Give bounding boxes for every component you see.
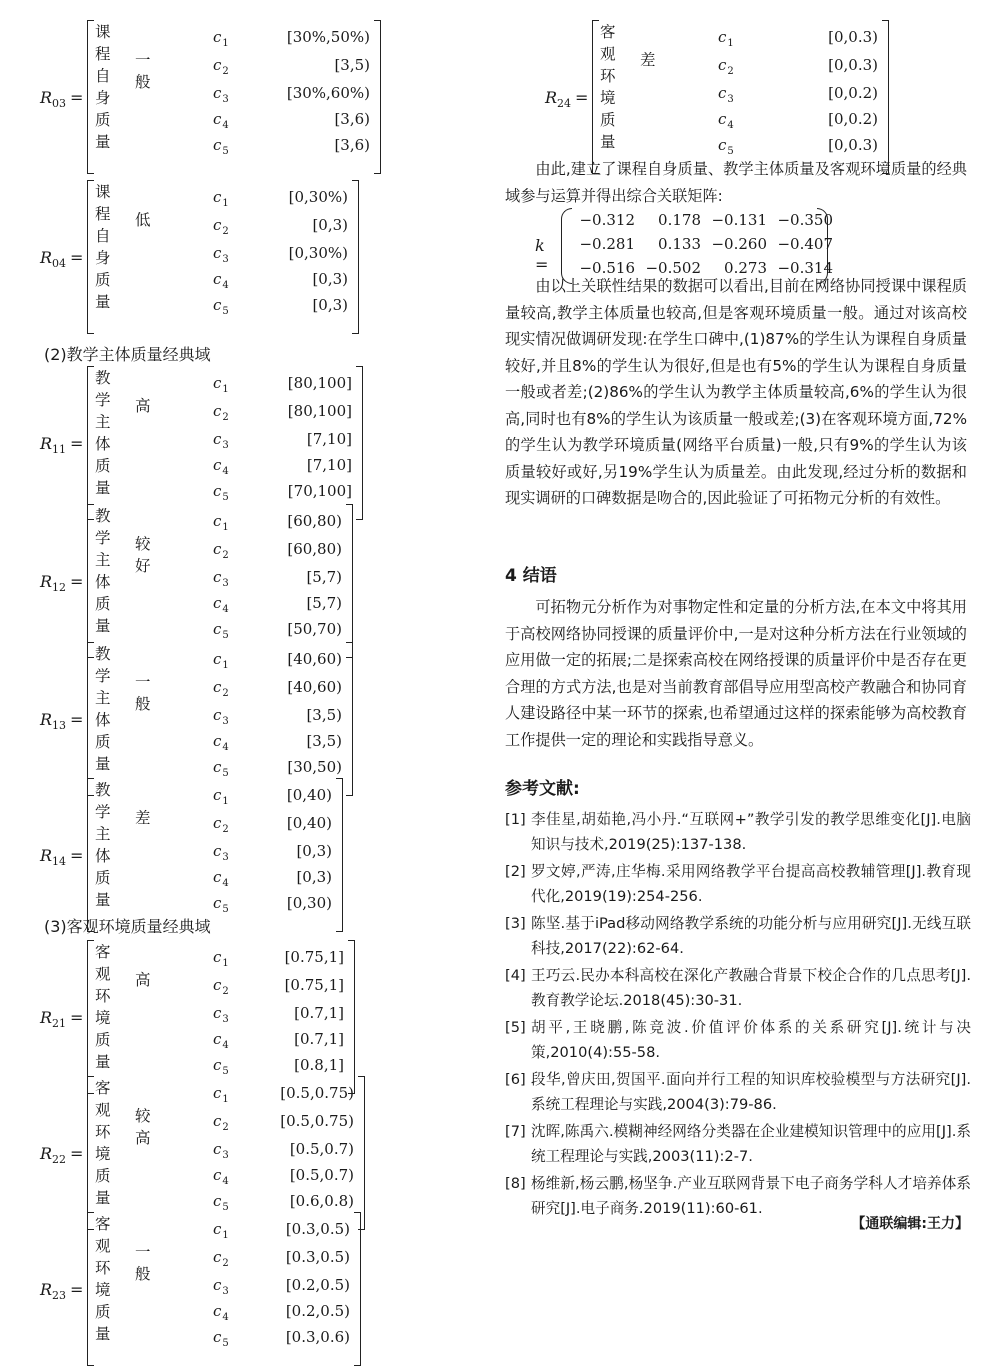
left-bracket [87, 180, 94, 334]
reference-text: 陈坚.基于iPad移动网络教学系统的功能分析与应用研究[J].无线互联科技,2017(22):62-64. [531, 915, 971, 957]
matter-name: 教学主体质量 [95, 369, 111, 497]
interval-value: [0,0.3) [828, 56, 878, 74]
interval-value: [40,60) [287, 650, 342, 668]
references-heading: 参考文献: [505, 779, 580, 799]
characteristic-symbol: $c_3$ [213, 1276, 229, 1297]
interval-value: [60,80) [287, 540, 342, 558]
characteristic-symbol: $c_5$ [213, 894, 229, 915]
characteristic-symbol: $c_1$ [213, 786, 229, 807]
interval-value: [0.3,0.6) [285, 1328, 350, 1346]
reference-text: 胡平,王晓鹏,陈竞波.价值评价体系的关系研究[J].统计与决策,2010(4):55-58. [531, 1019, 971, 1061]
characteristic-symbol: $c_2$ [213, 402, 229, 423]
right-bracket [346, 642, 353, 796]
characteristic-symbol: $c_5$ [213, 758, 229, 779]
reference-number: [1] [505, 811, 526, 828]
k-matrix-cell: 0.133 [658, 235, 701, 253]
quality-level: 差 [135, 809, 151, 827]
characteristic-symbol: $c_4$ [213, 732, 229, 753]
characteristic-symbol: $c_1$ [213, 1220, 229, 1241]
matrix-label: $R_{04}$ = [40, 248, 84, 270]
interval-value: [0.2,0.5) [285, 1302, 350, 1320]
characteristic-symbol: $c_2$ [213, 1112, 229, 1133]
interval-value: [3,6) [334, 136, 370, 154]
interval-value: [0,0.2) [828, 84, 878, 102]
interval-value: [0,40) [286, 814, 332, 832]
reference-number: [4] [505, 967, 526, 984]
reference-number: [8] [505, 1175, 526, 1192]
characteristic-symbol: $c_5$ [213, 1192, 229, 1213]
characteristic-symbol: $c_3$ [213, 706, 229, 727]
characteristic-symbol: $c_5$ [213, 136, 229, 157]
characteristic-symbol: $c_2$ [213, 814, 229, 835]
interval-value: [3,5) [306, 706, 342, 724]
reference-item [505, 808, 971, 857]
k-matrix-cell: −0.516 [579, 259, 635, 277]
reference-text: 罗文婷,严涛,庄华梅.采用网络教学平台提高高校教辅管理[J].教育现代化,2019(19):254-256. [531, 863, 971, 905]
interval-value: [80,100] [287, 374, 352, 392]
characteristic-symbol: $c_4$ [213, 110, 229, 131]
matter-name: 教学主体质量 [95, 507, 111, 635]
characteristic-symbol: $c_1$ [213, 1084, 229, 1105]
interval-value: [0.5,0.7) [289, 1140, 354, 1158]
characteristic-symbol: $c_2$ [213, 976, 229, 997]
quality-level: 一般 [135, 51, 151, 91]
interval-value: [0.3,0.5) [285, 1248, 350, 1266]
characteristic-symbol: $c_5$ [718, 136, 734, 157]
left-bracket [592, 20, 599, 174]
reference-item [505, 1016, 971, 1065]
right-bracket [348, 940, 355, 1094]
matter-name: 教学主体质量 [95, 645, 111, 773]
interval-value: [3,5) [306, 732, 342, 750]
k-matrix-row [569, 232, 833, 256]
interval-value: [60,80) [287, 512, 342, 530]
interval-value: [0,0.3) [828, 136, 878, 154]
interval-value: [0,3) [312, 216, 348, 234]
interval-value: [0,3) [296, 842, 332, 860]
k-matrix-cell: −0.314 [777, 259, 833, 277]
matrix-label: $R_{13}$ = [40, 710, 84, 732]
characteristic-symbol: $c_4$ [213, 594, 229, 615]
quality-level: 一般 [135, 1243, 151, 1283]
characteristic-symbol: $c_4$ [213, 270, 229, 291]
reference-item [505, 912, 971, 961]
k-matrix-cell: −0.407 [777, 235, 833, 253]
reference-item [505, 1120, 971, 1169]
analysis-paragraph: 由以上关联性结果的数据可以看出,目前在网络协同授课中课程质量较高,教学主体质量也较高,但是客观环境质量一般。通过对该高校现实情况做调研发现:在学生口碑中,(1)87%的学生认为课程自身质量较好,并且8%的学生认为很好,但是也有5%的学生认为课程自身质量一般或者差;(2)86%的学生认为教学主体质量较高,6%的学生认为很高,同时也有8%的学生认为该质量一般或差;(3)在客观环境方面,72%的学生认为教学环境质量(网络平台质量)一般,只有9%的学生认为该质量较好或好,另19%学生认为质量差。由此发现,经过分析的数据和现实调研的口碑数据是吻合的,因此验证了可拓物元分析的有效性。 [505, 277, 967, 507]
characteristic-symbol: $c_5$ [213, 1056, 229, 1077]
interval-value: [0.7,1] [294, 1030, 344, 1048]
k-matrix-cell: −0.260 [711, 235, 767, 253]
interval-value: [0.2,0.5) [285, 1276, 350, 1294]
interval-value: [0.75,1] [284, 976, 344, 994]
right-bracket [346, 504, 353, 658]
k-matrix-cell: −0.502 [645, 259, 701, 277]
interval-value: [7,10] [306, 456, 352, 474]
characteristic-symbol: $c_5$ [213, 1328, 229, 1349]
characteristic-symbol: $c_4$ [213, 1302, 229, 1323]
interval-value: [0,30%) [288, 244, 348, 262]
matrix-label: $R_{11}$ = [40, 434, 84, 456]
left-bracket [87, 504, 94, 658]
characteristic-symbol: $c_3$ [213, 1004, 229, 1025]
section-heading-environment: (3)客观环境质量经典域 [44, 917, 211, 936]
interval-value: [0.8,1] [294, 1056, 344, 1074]
interval-value: [0,3) [312, 296, 348, 314]
editor-credit: 【通联编辑:王力】 [851, 1216, 969, 1232]
quality-level: 高 [135, 971, 151, 989]
k-matrix-cell: −0.281 [579, 235, 635, 253]
characteristic-symbol: $c_2$ [213, 56, 229, 77]
left-bracket [87, 1212, 94, 1366]
interval-value: [0,3) [312, 270, 348, 288]
characteristic-symbol: $c_5$ [213, 620, 229, 641]
left-bracket [87, 366, 94, 520]
interval-value: [0,3) [296, 868, 332, 886]
interval-value: [30,50) [287, 758, 342, 776]
quality-level: 一般 [135, 673, 151, 713]
reference-text: 段华,曾庆田,贺国平.面向并行工程的知识库校验模型与方法研究[J].系统工程理论与实践,2004(3):79-86. [531, 1071, 971, 1113]
characteristic-symbol: $c_4$ [718, 110, 734, 131]
reference-text: 杨维新,杨云鹏,杨坚争.产业互联网背景下电子商务学科人才培养体系研究[J].电子商务.2019(11):60-61. [531, 1175, 971, 1217]
right-bracket [358, 1076, 365, 1230]
characteristic-symbol: $c_4$ [213, 1030, 229, 1051]
matter-name: 客观环境质量 [95, 1079, 111, 1207]
left-bracket [87, 642, 94, 796]
interval-value: [80,100] [287, 402, 352, 420]
characteristic-symbol: $c_2$ [213, 540, 229, 561]
left-bracket [87, 20, 94, 174]
matrix-label: $R_{24}$ = [545, 88, 589, 110]
reference-number: [7] [505, 1123, 526, 1140]
reference-number: [5] [505, 1019, 526, 1036]
characteristic-symbol: $c_1$ [213, 28, 229, 49]
right-bracket [356, 366, 363, 520]
k-matrix-cell: 0.273 [724, 259, 767, 277]
interval-value: [40,60) [287, 678, 342, 696]
interval-value: [0.5,0.75) [280, 1084, 354, 1102]
k-matrix-cell: 0.178 [658, 211, 701, 229]
characteristic-symbol: $c_3$ [718, 84, 734, 105]
matter-name: 教学主体质量 [95, 781, 111, 909]
section-heading-teaching-subject: (2)教学主体质量经典域 [44, 345, 211, 364]
k-matrix-cell: −0.350 [777, 211, 833, 229]
interval-value: [0,0.3) [828, 28, 878, 46]
quality-level: 较好 [135, 535, 151, 575]
k-matrix-row [569, 208, 833, 232]
matrix-label: $R_{14}$ = [40, 846, 84, 868]
k-matrix-cell: −0.312 [579, 211, 635, 229]
reference-text: 李佳星,胡茹艳,冯小丹.“互联网+”教学引发的教学思维变化[J].电脑知识与技术,2019(25):137-138. [531, 811, 971, 853]
interval-value: [5,7) [306, 568, 342, 586]
characteristic-symbol: $c_4$ [213, 456, 229, 477]
quality-level: 差 [640, 51, 656, 69]
interval-value: [0,30%) [288, 188, 348, 206]
interval-value: [30%,50%) [286, 28, 370, 46]
characteristic-symbol: $c_2$ [213, 1248, 229, 1269]
reference-item [505, 860, 971, 909]
characteristic-symbol: $c_2$ [213, 678, 229, 699]
quality-level: 较高 [135, 1107, 151, 1147]
right-bracket [882, 20, 889, 174]
interval-value: [7,10] [306, 430, 352, 448]
interval-value: [3,6) [334, 110, 370, 128]
characteristic-symbol: $c_3$ [213, 842, 229, 863]
characteristic-symbol: $c_1$ [213, 650, 229, 671]
matter-name: 课程自身质量 [95, 183, 111, 311]
left-bracket [87, 940, 94, 1094]
interval-value: [0.7,1] [294, 1004, 344, 1022]
interval-value: [0.75,1] [284, 948, 344, 966]
characteristic-symbol: $c_1$ [213, 188, 229, 209]
characteristic-symbol: $c_3$ [213, 244, 229, 265]
characteristic-symbol: $c_2$ [718, 56, 734, 77]
characteristic-symbol: $c_5$ [213, 296, 229, 317]
interval-value: [5,7) [306, 594, 342, 612]
conclusion-paragraph: 可拓物元分析作为对事物定性和定量的分析方法,在本文中将其用于高校网络协同授课的质量评价中,一是对这种分析方法在行业领域的应用做一定的拓展;二是探索高校在网络授课的质量评价中是否存在更合理的方式方法,也是对当前教育部倡导应用型高校产教融合和协同育人建设路径中某一环节的探索,也希望通过这样的探索能够为高校教育工作提供一定的理论和实践指导意义。 [505, 598, 967, 749]
quality-level: 低 [135, 211, 151, 229]
matter-name: 课程自身质量 [95, 23, 111, 151]
matrix-label: $R_{12}$ = [40, 572, 84, 594]
matter-name: 客观环境质量 [600, 23, 616, 151]
interval-value: [0.6,0.8) [289, 1192, 354, 1210]
reference-item [505, 1068, 971, 1117]
matrix-label: $R_{22}$ = [40, 1144, 84, 1166]
intro-paragraph: 由此,建立了课程自身质量、教学主体质量及客观环境质量的经典域参与运算并得出综合关联矩阵: [505, 160, 967, 205]
interval-value: [0.5,0.75) [280, 1112, 354, 1130]
reference-list [505, 808, 971, 1224]
quality-level: 高 [135, 397, 151, 415]
reference-text: 沈晖,陈禹六.模糊神经网络分类器在企业建模知识管理中的应用[J].系统工程理论与实践,2003(11):2-7. [531, 1123, 971, 1165]
characteristic-symbol: $c_5$ [213, 482, 229, 503]
reference-number: [2] [505, 863, 526, 880]
interval-value: [50,70) [287, 620, 342, 638]
k-matrix-cell: −0.131 [711, 211, 767, 229]
matrix-label: $R_{23}$ = [40, 1280, 84, 1302]
interval-value: [0,40) [286, 786, 332, 804]
right-bracket [352, 180, 359, 334]
characteristic-symbol: $c_3$ [213, 84, 229, 105]
interval-value: [0.5,0.7) [289, 1166, 354, 1184]
characteristic-symbol: $c_3$ [213, 430, 229, 451]
matrix-label: $R_{03}$ = [40, 88, 84, 110]
right-bracket [374, 20, 381, 174]
reference-number: [3] [505, 915, 526, 932]
matter-name: 客观环境质量 [95, 943, 111, 1071]
reference-number: [6] [505, 1071, 526, 1088]
interval-value: [3,5) [334, 56, 370, 74]
characteristic-symbol: $c_4$ [213, 868, 229, 889]
k-label: k = [535, 236, 549, 274]
reference-item [505, 964, 971, 1013]
interval-value: [0.3,0.5) [285, 1220, 350, 1238]
reference-text: 王巧云.民办本科高校在深化产教融合背景下校企合作的几点思考[J].教育教学论坛.2018(45):30-31. [531, 967, 971, 1009]
interval-value: [0,0.2) [828, 110, 878, 128]
characteristic-symbol: $c_1$ [213, 512, 229, 533]
characteristic-symbol: $c_3$ [213, 568, 229, 589]
characteristic-symbol: $c_1$ [718, 28, 734, 49]
left-bracket [87, 1076, 94, 1230]
left-bracket [87, 778, 94, 932]
characteristic-symbol: $c_4$ [213, 1166, 229, 1187]
right-bracket [336, 778, 343, 932]
characteristic-symbol: $c_1$ [213, 374, 229, 395]
interval-value: [70,100] [287, 482, 352, 500]
interval-value: [0,30) [286, 894, 332, 912]
right-bracket [354, 1212, 361, 1366]
characteristic-symbol: $c_3$ [213, 1140, 229, 1161]
conclusion-heading: 4 结语 [505, 566, 557, 586]
matter-name: 客观环境质量 [95, 1215, 111, 1343]
matrix-label: $R_{21}$ = [40, 1008, 84, 1030]
characteristic-symbol: $c_1$ [213, 948, 229, 969]
characteristic-symbol: $c_2$ [213, 216, 229, 237]
interval-value: [30%,60%) [286, 84, 370, 102]
